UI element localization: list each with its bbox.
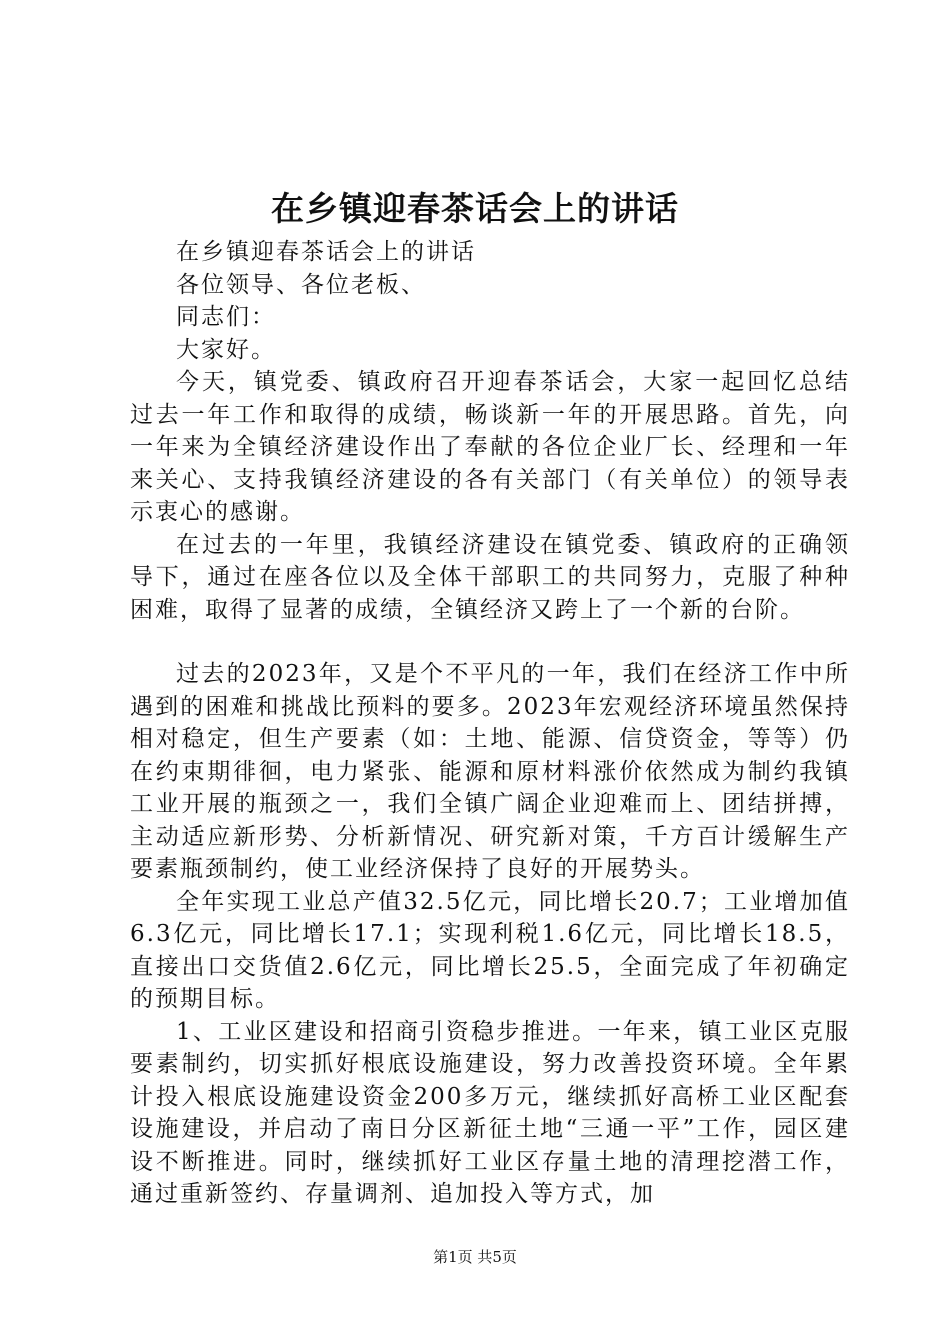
- page-title: 在乡镇迎春茶话会上的讲话: [271, 189, 679, 228]
- salutation-leaders: 各位领导、各位老板、: [176, 271, 426, 298]
- paragraph-spacer: [130, 626, 850, 658]
- paragraph-industrial-zone: 1、工业区建设和招商引资稳步推进。一年来，镇工业区克服要素制约，切实抓好根底设施建设，努力改善投资环境。全年累计投入根底设施建设资金200多万元，继续抓好高桥工业区配套设施建设，并启动了南日分区新征土地“三通一平”工作，园区建设不断推进。同时，继续抓好工业区存量土地的清理挖潜工作，通过重新签约、存量调剂、追加投入等方式，加: [130, 1018, 850, 1207]
- document-body: [130, 236, 850, 1211]
- greeting: 大家好。: [176, 336, 276, 363]
- subtitle-line: 在乡镇迎春茶话会上的讲话: [176, 239, 476, 265]
- page-number: 第1页 共5页: [433, 1248, 517, 1266]
- paragraph-thanks: 今天，镇党委、镇政府召开迎春茶话会，大家一起回忆总结过去一年工作和取得的成绩，畅谈新一年的开展思路。首先，向一年来为全镇经济建设作出了奉献的各位企业厂长、经理和一年来关心、支持我镇经济建设的各有关部门（有关单位）的领导表示衷心的感谢。: [130, 369, 850, 525]
- paragraph-statistics: 全年实现工业总产值32.5亿元，同比增长20.7；工业增加值6.3亿元，同比增长17.1；实现利税1.6亿元，同比增长18.5，直接出口交货值2.6亿元，同比增长25.5，全面完成了年初确定的预期目标。: [130, 888, 850, 1012]
- paragraph-past-year: 在过去的一年里，我镇经济建设在镇党委、镇政府的正确领导下，通过在座各位以及全体干部职工的共同努力，克服了种种困难，取得了显著的成绩，全镇经济又跨上了一个新的台阶。: [130, 531, 850, 623]
- paragraph-challenges: 过去的2023年，又是个不平凡的一年，我们在经济工作中所遇到的困难和挑战比预料的要多。2023年宏观经济环境虽然保持相对稳定，但生产要素（如：土地、能源、信贷资金，等等）仍在约束期徘徊，电力紧张、能源和原材料涨价依然成为制约我镇工业开展的瓶颈之一，我们全镇广阔企业迎难而上、团结拼搏，主动适应新形势、分析新情况、研究新对策，千方百计缓解生产要素瓶颈制约，使工业经济保持了良好的开展势头。: [130, 661, 850, 882]
- salutation-comrades: 同志们：: [176, 304, 276, 330]
